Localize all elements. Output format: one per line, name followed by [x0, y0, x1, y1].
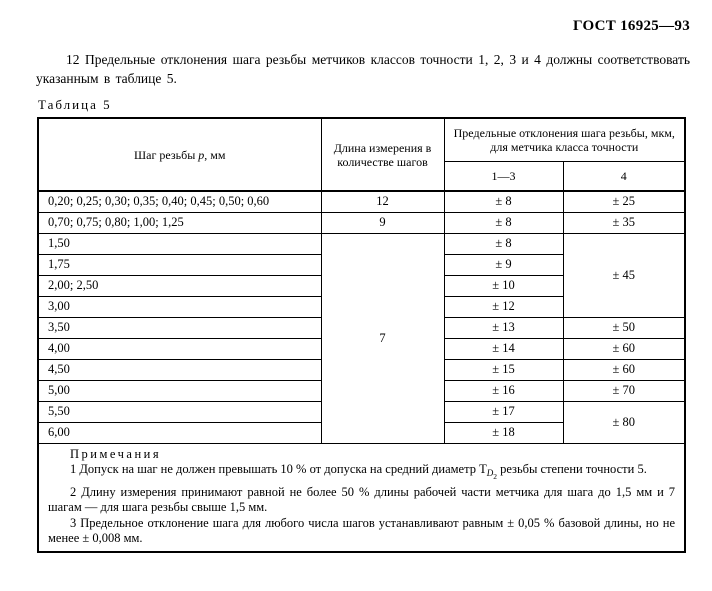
- notes-block: [38, 443, 685, 552]
- dev4-value: ± 25: [563, 191, 685, 212]
- dev13-value: ± 8: [444, 233, 563, 254]
- dev13-value: ± 17: [444, 401, 563, 422]
- pitch-value: 0,20; 0,25; 0,30; 0,35; 0,40; 0,45; 0,50; 0,60: [38, 191, 321, 212]
- note-2: 2 Длину измерения принимают равной не более 50 % длины рабочей части метчика для шага до 1,5 мм и 7 шагам — для шага резьбы свыше 1,5 мм.: [48, 484, 675, 514]
- doc-number: ГОСТ 16925—93: [572, 18, 690, 34]
- notes-title: Примечания: [70, 446, 162, 461]
- note-1-text-end: резьбы степени точности 5.: [496, 462, 647, 476]
- dev4-value-merged: ± 45: [563, 233, 685, 317]
- dev4-value: ± 60: [563, 359, 685, 380]
- pitch-value: 3,50: [38, 317, 321, 338]
- table-label: Таблица 5: [38, 97, 112, 112]
- dev4-value: ± 70: [563, 380, 685, 401]
- pitch-value: 5,50: [38, 401, 321, 422]
- note-1-subscript-d: D: [486, 468, 494, 478]
- dev13-value: ± 13: [444, 317, 563, 338]
- dev13-value: ± 16: [444, 380, 563, 401]
- pitch-value: 1,50: [38, 233, 321, 254]
- table-row: [38, 191, 685, 212]
- header-pitch-text: Шаг резьбы: [134, 147, 199, 162]
- dev4-value: ± 60: [563, 338, 685, 359]
- header-class-4: 4: [563, 161, 685, 191]
- notes-row: [38, 443, 685, 552]
- pitch-value: 4,50: [38, 359, 321, 380]
- table-row: [38, 212, 685, 233]
- pitch-value: 6,00: [38, 422, 321, 443]
- dev13-value: ± 8: [444, 212, 563, 233]
- dev13-value: ± 14: [444, 338, 563, 359]
- header-measure-length: Длина измерения в количестве шагов: [321, 118, 444, 191]
- header-pitch-unit: , мм: [204, 147, 226, 162]
- pitch-value: 1,75: [38, 254, 321, 275]
- table-row: [38, 233, 685, 254]
- dev13-value: ± 18: [444, 422, 563, 443]
- pitch-value: 3,00: [38, 296, 321, 317]
- header-class-1-3: 1—3: [444, 161, 563, 191]
- deviations-table: [37, 117, 686, 553]
- note-1-subscript-2: 2: [493, 472, 497, 481]
- length-value: 9: [321, 212, 444, 233]
- header-deviation-group: Предельные отклонения шага резьбы, мкм, для метчика класса точности: [444, 118, 685, 161]
- note-3: 3 Предельное отклонение шага для любого числа шагов устанавливают равным ± 0,05 % базовой длины, но не менее ± 0,008 мм.: [48, 515, 675, 545]
- pitch-value: 5,00: [38, 380, 321, 401]
- length-value: 12: [321, 191, 444, 212]
- note-1-text: 1 Допуск на шаг не должен превышать 10 % от допуска на средний диаметр Т: [70, 462, 487, 476]
- dev4-value: ± 50: [563, 317, 685, 338]
- pitch-value: 0,70; 0,75; 0,80; 1,00; 1,25: [38, 212, 321, 233]
- length-value-merged: 7: [321, 233, 444, 443]
- note-1: [48, 462, 675, 485]
- header-pitch-variable: р: [198, 147, 205, 162]
- dev4-value-merged: ± 80: [563, 401, 685, 443]
- pitch-value: 4,00: [38, 338, 321, 359]
- intro-paragraph: 12 Предельные отклонения шага резьбы метчиков классов точности 1, 2, 3 и 4 должны соответствовать указанным в таблице 5.: [36, 52, 690, 86]
- dev13-value: ± 15: [444, 359, 563, 380]
- dev4-value: ± 35: [563, 212, 685, 233]
- pitch-value: 2,00; 2,50: [38, 275, 321, 296]
- dev13-value: ± 10: [444, 275, 563, 296]
- dev13-value: ± 12: [444, 296, 563, 317]
- dev13-value: ± 8: [444, 191, 563, 212]
- header-pitch: [38, 118, 321, 191]
- dev13-value: ± 9: [444, 254, 563, 275]
